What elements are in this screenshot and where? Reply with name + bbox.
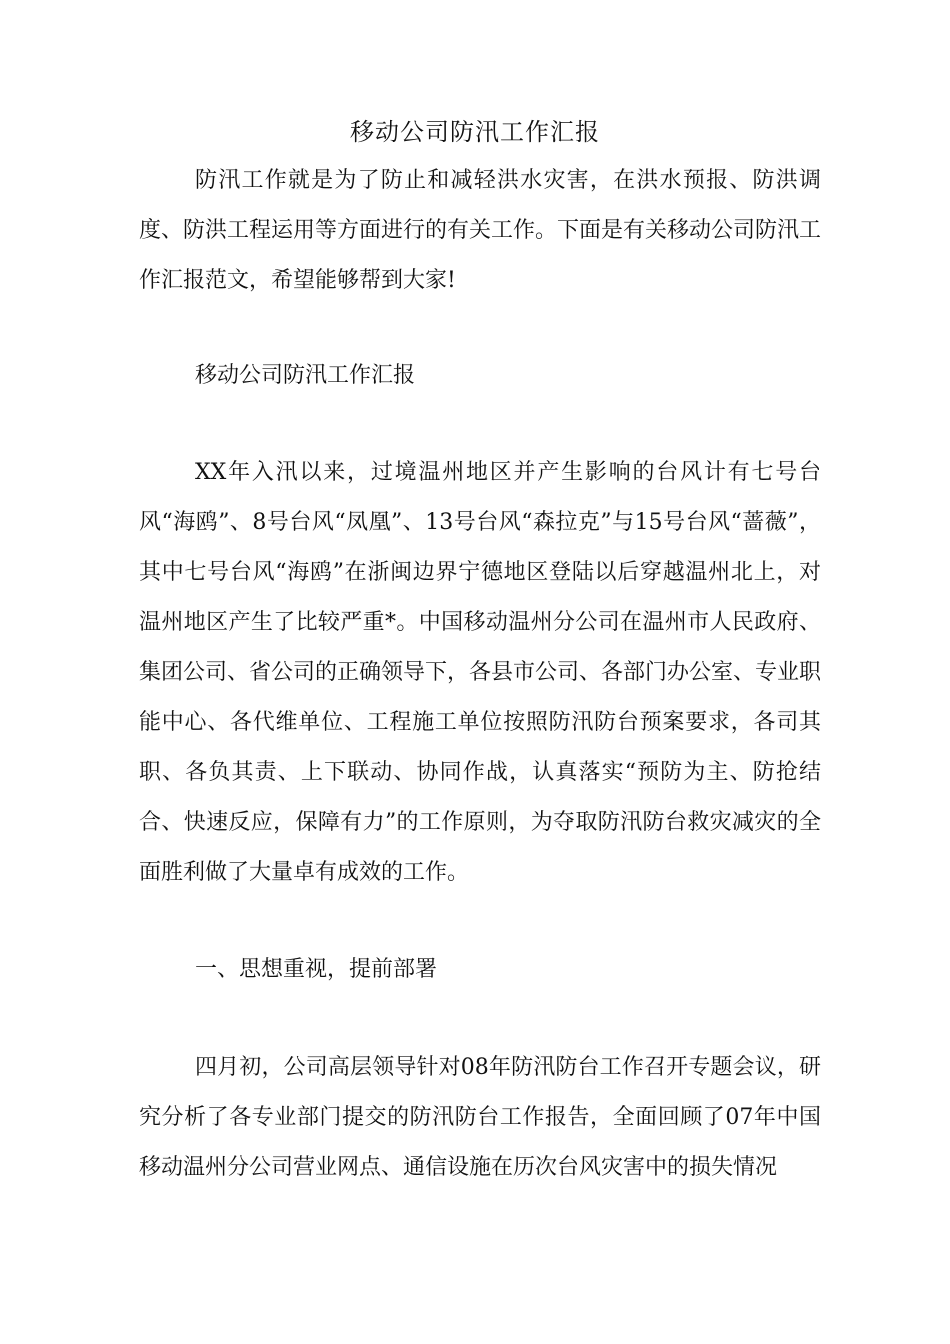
body-paragraph-2: 四月初，公司高层领导针对08年防汛防台工作召开专题会议，研究分析了各专业部门提交的防汛防台工作报告，全面回顾了07年中国移动温州分公司营业网点、通信设施在历次台风灾害中的损失情况 [139, 1055, 821, 1180]
document-title: 移动公司防汛工作汇报 [350, 118, 600, 146]
section-heading-1: 一、思想重视，提前部署 [195, 957, 438, 982]
intro-paragraph: 防汛工作就是为了防止和减轻洪水灾害，在洪水预报、防洪调度、防洪工程运用等方面进行的有关工作。下面是有关移动公司防汛工作汇报范文，希望能够帮到大家! [139, 168, 822, 293]
body-paragraph-1: XX年入汛以来，过境温州地区并产生影响的台风计有七号台风“海鸥”、8号台风“凤凰”、13号台风“森拉克”与15号台风“蔷薇”，其中七号台风“海鸥”在浙闽边界宁德地区登陆以后穿越温州北上，对温州地区产生了比较严重*。中国移动温州分公司在温州市人民政府、集团公司、省公司的正确领导下，各县市公司、各部门办公室、专业职能中心、各代维单位、工程施工单位按照防汛防台预案要求，各司其职、各负其责、上下联动、协同作战，认真落实“预防为主、防抢结合、快速反应，保障有力”的工作原则，为夺取防汛防台救灾减灾的全面胜利做了大量卓有成效的工作。 [139, 460, 822, 885]
subtitle: 移动公司防汛工作汇报 [195, 363, 416, 388]
